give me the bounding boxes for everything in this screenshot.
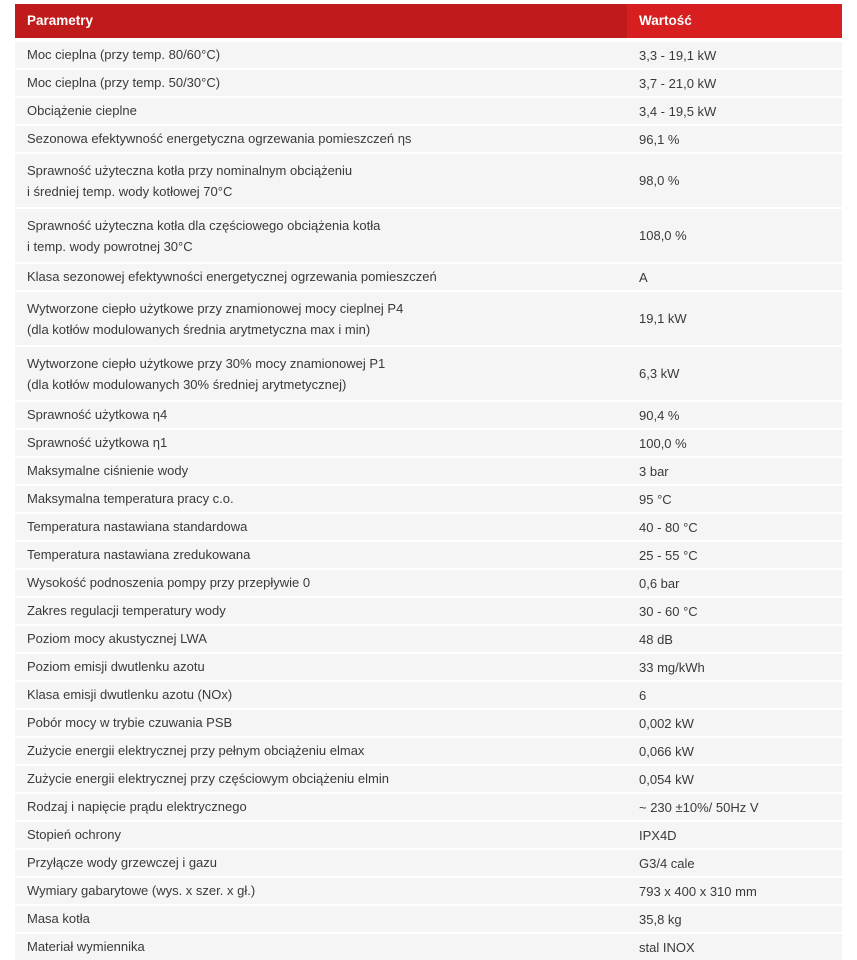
parameter-cell xyxy=(15,292,627,345)
parameter-text: Temperatura nastawiana zredukowana xyxy=(27,547,251,562)
value-cell xyxy=(627,878,842,904)
value-text: IPX4D xyxy=(639,827,677,843)
table-row xyxy=(15,458,842,484)
parameter-text-line1: Sprawność użyteczna kotła dla częściowego obciążenia kotła xyxy=(27,217,381,233)
value-text: 100,0 % xyxy=(639,435,687,451)
parameter-cell xyxy=(15,402,627,428)
parameter-text-line2: i średniej temp. wody kotłowej 70°C xyxy=(27,183,233,199)
value-text: 3,4 - 19,5 kW xyxy=(639,103,717,119)
value-text: 98,0 % xyxy=(639,173,680,188)
value-text: 0,6 bar xyxy=(639,575,680,591)
parameter-cell xyxy=(15,70,627,96)
table-row xyxy=(15,347,842,400)
parameter-text-line2: (dla kotłów modulowanych średnia arytmetyczna max i min) xyxy=(27,321,371,337)
value-cell xyxy=(627,766,842,792)
value-text: 19,1 kW xyxy=(639,311,687,326)
table-row xyxy=(15,264,842,290)
value-cell xyxy=(627,570,842,596)
parameter-cell xyxy=(15,710,627,736)
parameter-cell xyxy=(15,794,627,820)
parameter-cell xyxy=(15,570,627,596)
value-cell xyxy=(627,794,842,820)
parameter-text: Moc cieplna (przy temp. 80/60°C) xyxy=(27,47,221,62)
value-cell xyxy=(627,98,842,124)
parameter-cell xyxy=(15,766,627,792)
parameter-cell xyxy=(15,264,627,290)
parameter-text: Temperatura nastawiana standardowa xyxy=(27,519,248,534)
value-cell xyxy=(627,209,842,262)
parameter-text: Zużycie energii elektrycznej przy częściowym obciążeniu elmin xyxy=(27,771,389,786)
value-cell xyxy=(627,626,842,652)
table-row xyxy=(15,154,842,207)
value-text: G3/4 cale xyxy=(639,855,695,871)
table-row xyxy=(15,794,842,820)
table-row xyxy=(15,878,842,904)
value-text: 3,7 - 21,0 kW xyxy=(639,75,717,91)
value-cell xyxy=(627,906,842,932)
parameter-cell xyxy=(15,126,627,152)
value-cell xyxy=(627,850,842,876)
table-row xyxy=(15,850,842,876)
value-text: 40 - 80 °C xyxy=(639,519,698,535)
parameter-cell xyxy=(15,98,627,124)
table-row xyxy=(15,682,842,708)
value-cell xyxy=(627,347,842,400)
value-cell xyxy=(627,598,842,624)
table-row xyxy=(15,766,842,792)
table-row xyxy=(15,906,842,932)
value-cell xyxy=(627,514,842,540)
value-cell xyxy=(627,402,842,428)
value-text: A xyxy=(639,269,648,285)
value-text: stal INOX xyxy=(639,939,695,955)
table-row xyxy=(15,542,842,568)
parameter-text: Pobór mocy w trybie czuwania PSB xyxy=(27,715,233,730)
parameter-text: Wysokość podnoszenia pompy przy przepływie 0 xyxy=(27,575,311,590)
table-row xyxy=(15,486,842,512)
parameter-cell xyxy=(15,934,627,960)
table-row xyxy=(15,126,842,152)
value-text: 6 xyxy=(639,687,647,703)
parameter-text: Klasa sezonowej efektywności energetycznej ogrzewania pomieszczeń xyxy=(27,269,437,284)
parameter-cell xyxy=(15,850,627,876)
value-text: 48 dB xyxy=(639,631,673,647)
table-row xyxy=(15,514,842,540)
table-row xyxy=(15,209,842,262)
table-row xyxy=(15,934,842,960)
value-text: 793 x 400 x 310 mm xyxy=(639,883,757,899)
parameter-text: Obciążenie cieplne xyxy=(27,103,137,118)
value-text: 6,3 kW xyxy=(639,366,680,381)
parameter-text-line2: (dla kotłów modulowanych 30% średniej arytmetycznej) xyxy=(27,376,347,392)
value-cell xyxy=(627,542,842,568)
parameter-cell xyxy=(15,209,627,262)
parameter-text: Poziom emisji dwutlenku azotu xyxy=(27,659,205,674)
parameter-cell xyxy=(15,430,627,456)
parameter-text-line1: Sprawność użyteczna kotła przy nominalnym obciążeniu xyxy=(27,162,353,178)
table-row xyxy=(15,710,842,736)
value-cell xyxy=(627,264,842,290)
parameter-cell xyxy=(15,458,627,484)
value-cell xyxy=(627,654,842,680)
parameter-text: Poziom mocy akustycznej LWA xyxy=(27,631,207,646)
parameter-cell xyxy=(15,878,627,904)
value-cell xyxy=(627,430,842,456)
parameter-cell xyxy=(15,654,627,680)
value-text: 30 - 60 °C xyxy=(639,603,698,619)
table-row xyxy=(15,42,842,68)
parameter-cell xyxy=(15,822,627,848)
value-cell xyxy=(627,934,842,960)
parameter-text: Maksymalne ciśnienie wody xyxy=(27,463,189,478)
parameter-text: Sprawność użytkowa η1 xyxy=(27,435,168,450)
parameter-text-line1: Wytworzone ciepło użytkowe przy 30% mocy znamionowej P1 xyxy=(27,355,386,371)
value-text: ~ 230 ±10%/ 50Hz V xyxy=(639,799,759,815)
parameter-cell xyxy=(15,486,627,512)
table-body xyxy=(15,42,842,960)
table-row xyxy=(15,626,842,652)
parameter-cell xyxy=(15,682,627,708)
value-text: 96,1 % xyxy=(639,131,680,147)
value-text: 3 bar xyxy=(639,463,669,479)
value-cell xyxy=(627,154,842,207)
parameter-text: Przyłącze wody grzewczej i gazu xyxy=(27,855,218,870)
parameter-text: Moc cieplna (przy temp. 50/30°C) xyxy=(27,75,221,90)
parameter-text: Wymiary gabarytowe (wys. x szer. x gł.) xyxy=(27,883,256,898)
parameter-text: Maksymalna temperatura pracy c.o. xyxy=(27,491,234,506)
parameter-text: Stopień ochrony xyxy=(27,827,121,842)
parameter-cell xyxy=(15,347,627,400)
value-cell xyxy=(627,292,842,345)
value-text: 0,054 kW xyxy=(639,771,694,787)
table-row xyxy=(15,598,842,624)
table-row xyxy=(15,98,842,124)
value-text: 90,4 % xyxy=(639,407,680,423)
parameter-cell xyxy=(15,42,627,68)
table-row xyxy=(15,654,842,680)
parameter-text: Materiał wymiennika xyxy=(27,939,145,954)
parameter-text: Zakres regulacji temperatury wody xyxy=(27,603,226,618)
parameter-cell xyxy=(15,598,627,624)
value-text: 25 - 55 °C xyxy=(639,547,698,563)
value-cell xyxy=(627,822,842,848)
value-cell xyxy=(627,710,842,736)
value-cell xyxy=(627,42,842,68)
parameter-text-line2: i temp. wody powrotnej 30°C xyxy=(27,238,193,254)
table-row xyxy=(15,292,842,345)
value-cell xyxy=(627,682,842,708)
table-row xyxy=(15,70,842,96)
value-text: 35,8 kg xyxy=(639,911,682,927)
table-row xyxy=(15,822,842,848)
table-row xyxy=(15,430,842,456)
value-cell xyxy=(627,486,842,512)
parameter-text: Rodzaj i napięcie prądu elektrycznego xyxy=(27,799,247,814)
parameter-text: Zużycie energii elektrycznej przy pełnym obciążeniu elmax xyxy=(27,743,365,758)
parameter-cell xyxy=(15,738,627,764)
parameter-cell xyxy=(15,514,627,540)
parameter-text: Klasa emisji dwutlenku azotu (NOx) xyxy=(27,687,233,702)
table-header-row xyxy=(15,4,842,38)
value-cell xyxy=(627,458,842,484)
column-header-parametry: Parametry xyxy=(15,4,627,38)
value-text: 95 °C xyxy=(639,491,672,507)
parameter-text-line1: Wytworzone ciepło użytkowe przy znamionowej mocy cieplnej P4 xyxy=(27,300,404,316)
table-row xyxy=(15,738,842,764)
column-header-wartosc: Wartość xyxy=(627,4,842,38)
value-cell xyxy=(627,70,842,96)
parameter-cell xyxy=(15,906,627,932)
parameter-text: Masa kotła xyxy=(27,911,90,926)
parameter-cell xyxy=(15,626,627,652)
value-text: 33 mg/kWh xyxy=(639,659,705,675)
value-cell xyxy=(627,738,842,764)
value-text: 0,066 kW xyxy=(639,743,694,759)
parameter-cell xyxy=(15,542,627,568)
value-text: 3,3 - 19,1 kW xyxy=(639,47,717,63)
parameter-cell xyxy=(15,154,627,207)
parameter-text: Sezonowa efektywność energetyczna ogrzewania pomieszczeń ηs xyxy=(27,131,412,146)
table-row xyxy=(15,402,842,428)
value-text: 0,002 kW xyxy=(639,715,694,731)
table-row xyxy=(15,570,842,596)
parameter-text: Sprawność użytkowa η4 xyxy=(27,407,168,422)
value-text: 108,0 % xyxy=(639,228,687,243)
value-cell xyxy=(627,126,842,152)
